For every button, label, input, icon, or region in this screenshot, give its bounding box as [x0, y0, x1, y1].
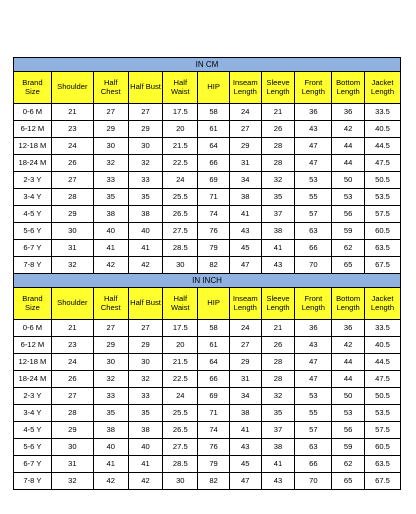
- measurement-cell: 70: [295, 257, 332, 274]
- measurement-cell: 42: [93, 473, 128, 490]
- measurement-cell: 62: [332, 456, 365, 473]
- measurement-cell: 21: [261, 104, 295, 121]
- measurement-cell: 21: [261, 320, 295, 337]
- measurement-cell: 27: [128, 104, 163, 121]
- column-header-half-waist: Half Waist: [163, 288, 198, 320]
- measurement-cell: 22.5: [163, 155, 198, 172]
- measurement-cell: 27: [93, 320, 128, 337]
- measurement-cell: 66: [295, 456, 332, 473]
- measurement-cell: 50: [332, 388, 365, 405]
- measurement-cell: 69: [198, 172, 230, 189]
- measurement-cell: 43: [261, 257, 295, 274]
- measurement-cell: 24: [163, 172, 198, 189]
- measurement-cell: 33: [93, 388, 128, 405]
- measurement-cell: 27.5: [163, 439, 198, 456]
- measurement-cell: 24: [163, 388, 198, 405]
- measurement-cell: 33: [128, 172, 163, 189]
- measurement-cell: 23: [51, 121, 93, 138]
- measurement-cell: 38: [229, 405, 261, 422]
- measurement-cell: 53: [332, 189, 365, 206]
- measurement-cell: 63: [295, 439, 332, 456]
- measurement-cell: 30: [128, 138, 163, 155]
- measurement-cell: 24: [229, 320, 261, 337]
- column-header-half-bust: Half Bust: [128, 288, 163, 320]
- measurement-cell: 47: [295, 138, 332, 155]
- measurement-cell: 28: [51, 189, 93, 206]
- measurement-cell: 57.5: [365, 206, 401, 223]
- size-label-cell: 6-12 M: [14, 337, 52, 354]
- measurement-cell: 53: [332, 405, 365, 422]
- measurement-cell: 57: [295, 206, 332, 223]
- measurement-cell: 55: [295, 189, 332, 206]
- measurement-cell: 38: [128, 422, 163, 439]
- table-row: [14, 371, 401, 388]
- measurement-cell: 30: [163, 257, 198, 274]
- column-header-half-chest: Half Chest: [93, 288, 128, 320]
- measurement-cell: 76: [198, 439, 230, 456]
- size-label-cell: 2-3 Y: [14, 172, 52, 189]
- measurement-cell: 42: [93, 257, 128, 274]
- measurement-cell: 21.5: [163, 138, 198, 155]
- measurement-cell: 25.5: [163, 405, 198, 422]
- measurement-cell: 41: [229, 206, 261, 223]
- measurement-cell: 20: [163, 337, 198, 354]
- measurement-cell: 64: [198, 138, 230, 155]
- measurement-cell: 47: [295, 155, 332, 172]
- measurement-cell: 31: [51, 240, 93, 257]
- measurement-cell: 82: [198, 473, 230, 490]
- measurement-cell: 29: [128, 337, 163, 354]
- measurement-cell: 38: [93, 206, 128, 223]
- measurement-cell: 28.5: [163, 456, 198, 473]
- measurement-cell: 29: [51, 422, 93, 439]
- table-row: [14, 422, 401, 439]
- table-row: [14, 405, 401, 422]
- measurement-cell: 33.5: [365, 320, 401, 337]
- table-row: [14, 456, 401, 473]
- measurement-cell: 26: [261, 337, 295, 354]
- measurement-cell: 44: [332, 155, 365, 172]
- column-header-brand-size: Brand Size: [14, 72, 52, 104]
- table-row: [14, 439, 401, 456]
- measurement-cell: 55: [295, 405, 332, 422]
- measurement-cell: 67.5: [365, 473, 401, 490]
- measurement-cell: 53.5: [365, 405, 401, 422]
- table-row: [14, 337, 401, 354]
- measurement-cell: 27: [229, 121, 261, 138]
- measurement-cell: 36: [332, 320, 365, 337]
- measurement-cell: 29: [93, 337, 128, 354]
- measurement-cell: 33: [128, 388, 163, 405]
- measurement-cell: 47.5: [365, 371, 401, 388]
- size-label-cell: 5-6 Y: [14, 223, 52, 240]
- measurement-cell: 63.5: [365, 240, 401, 257]
- measurement-cell: 26: [51, 371, 93, 388]
- section-banner-cm: [14, 58, 401, 72]
- size-label-cell: 0-6 M: [14, 320, 52, 337]
- measurement-cell: 35: [261, 405, 295, 422]
- measurement-cell: 32: [93, 371, 128, 388]
- measurement-cell: 35: [261, 189, 295, 206]
- measurement-cell: 21: [51, 320, 93, 337]
- measurement-cell: 50.5: [365, 172, 401, 189]
- measurement-cell: 32: [128, 371, 163, 388]
- measurement-cell: 31: [229, 155, 261, 172]
- measurement-cell: 30: [51, 439, 93, 456]
- measurement-cell: 30: [51, 223, 93, 240]
- measurement-cell: 53: [295, 172, 332, 189]
- measurement-cell: 29: [93, 121, 128, 138]
- measurement-cell: 43: [229, 223, 261, 240]
- measurement-cell: 21.5: [163, 354, 198, 371]
- measurement-cell: 43: [261, 473, 295, 490]
- measurement-cell: 58: [198, 104, 230, 121]
- measurement-cell: 65: [332, 257, 365, 274]
- measurement-cell: 29: [128, 121, 163, 138]
- column-header-front-length: Front Length: [295, 72, 332, 104]
- measurement-cell: 28.5: [163, 240, 198, 257]
- measurement-cell: 28: [261, 354, 295, 371]
- measurement-cell: 45: [229, 456, 261, 473]
- measurement-cell: 32: [51, 473, 93, 490]
- measurement-cell: 63.5: [365, 456, 401, 473]
- table-row: [14, 257, 401, 274]
- column-header-sleeve-length: Sleeve Length: [261, 72, 295, 104]
- measurement-cell: 66: [295, 240, 332, 257]
- measurement-cell: 27: [51, 172, 93, 189]
- measurement-cell: 29: [51, 206, 93, 223]
- measurement-cell: 40: [93, 223, 128, 240]
- measurement-cell: 38: [93, 422, 128, 439]
- column-header-jacket-length: Jacket Length: [365, 72, 401, 104]
- size-label-cell: 18-24 M: [14, 371, 52, 388]
- measurement-cell: 28: [51, 405, 93, 422]
- measurement-cell: 50.5: [365, 388, 401, 405]
- measurement-cell: 43: [295, 337, 332, 354]
- measurement-cell: 71: [198, 405, 230, 422]
- size-label-cell: 7-8 Y: [14, 473, 52, 490]
- table-row: [14, 172, 401, 189]
- measurement-cell: 61: [198, 121, 230, 138]
- size-chart-body: [14, 58, 401, 490]
- measurement-cell: 69: [198, 388, 230, 405]
- measurement-cell: 32: [51, 257, 93, 274]
- measurement-cell: 38: [261, 223, 295, 240]
- measurement-cell: 53: [295, 388, 332, 405]
- measurement-cell: 30: [163, 473, 198, 490]
- measurement-cell: 40: [128, 223, 163, 240]
- measurement-cell: 74: [198, 422, 230, 439]
- measurement-cell: 30: [93, 138, 128, 155]
- measurement-cell: 41: [93, 240, 128, 257]
- size-label-cell: 12-18 M: [14, 138, 52, 155]
- measurement-cell: 67.5: [365, 257, 401, 274]
- size-label-cell: 5-6 Y: [14, 439, 52, 456]
- measurement-cell: 41: [93, 456, 128, 473]
- column-header-shoulder: Shoulder: [51, 72, 93, 104]
- measurement-cell: 35: [93, 189, 128, 206]
- table-row: [14, 189, 401, 206]
- column-header-inseam-length: Inseam Length: [229, 72, 261, 104]
- measurement-cell: 33.5: [365, 104, 401, 121]
- table-row: [14, 138, 401, 155]
- measurement-cell: 26: [261, 121, 295, 138]
- measurement-cell: 24: [51, 138, 93, 155]
- measurement-cell: 60.5: [365, 223, 401, 240]
- measurement-cell: 31: [229, 371, 261, 388]
- measurement-cell: 35: [128, 189, 163, 206]
- measurement-cell: 38: [229, 189, 261, 206]
- table-row: [14, 354, 401, 371]
- measurement-cell: 47: [229, 257, 261, 274]
- measurement-cell: 66: [198, 155, 230, 172]
- measurement-cell: 20: [163, 121, 198, 138]
- measurement-cell: 65: [332, 473, 365, 490]
- section-banner-inch: [14, 274, 401, 288]
- measurement-cell: 76: [198, 223, 230, 240]
- measurement-cell: 40: [128, 439, 163, 456]
- measurement-cell: 34: [229, 172, 261, 189]
- size-label-cell: 18-24 M: [14, 155, 52, 172]
- measurement-cell: 30: [128, 354, 163, 371]
- measurement-cell: 24: [51, 354, 93, 371]
- measurement-cell: 59: [332, 439, 365, 456]
- measurement-cell: 28: [261, 371, 295, 388]
- table-row: [14, 206, 401, 223]
- measurement-cell: 47: [295, 354, 332, 371]
- measurement-cell: 79: [198, 240, 230, 257]
- size-label-cell: 3-4 Y: [14, 405, 52, 422]
- measurement-cell: 44.5: [365, 354, 401, 371]
- column-header-half-chest: Half Chest: [93, 72, 128, 104]
- measurement-cell: 28: [261, 155, 295, 172]
- measurement-cell: 37: [261, 206, 295, 223]
- measurement-cell: 28: [261, 138, 295, 155]
- column-header-front-length: Front Length: [295, 288, 332, 320]
- measurement-cell: 22.5: [163, 371, 198, 388]
- measurement-cell: 43: [295, 121, 332, 138]
- size-chart-table: [13, 57, 401, 490]
- measurement-cell: 66: [198, 371, 230, 388]
- measurement-cell: 63: [295, 223, 332, 240]
- measurement-cell: 71: [198, 189, 230, 206]
- table-row: [14, 121, 401, 138]
- table-row: [14, 155, 401, 172]
- measurement-cell: 41: [229, 422, 261, 439]
- measurement-cell: 33: [93, 172, 128, 189]
- measurement-cell: 41: [128, 240, 163, 257]
- measurement-cell: 23: [51, 337, 93, 354]
- measurement-cell: 32: [261, 388, 295, 405]
- measurement-cell: 32: [261, 172, 295, 189]
- measurement-cell: 44: [332, 354, 365, 371]
- measurement-cell: 41: [261, 240, 295, 257]
- measurement-cell: 44: [332, 371, 365, 388]
- measurement-cell: 50: [332, 172, 365, 189]
- measurement-cell: 61: [198, 337, 230, 354]
- measurement-cell: 29: [229, 354, 261, 371]
- measurement-cell: 21: [51, 104, 93, 121]
- measurement-cell: 40: [93, 439, 128, 456]
- measurement-cell: 79: [198, 456, 230, 473]
- section-title-cm: IN CM: [14, 58, 401, 72]
- measurement-cell: 27: [229, 337, 261, 354]
- table-row: [14, 240, 401, 257]
- measurement-cell: 53.5: [365, 189, 401, 206]
- measurement-cell: 38: [128, 206, 163, 223]
- measurement-cell: 42: [332, 337, 365, 354]
- measurement-cell: 40.5: [365, 337, 401, 354]
- measurement-cell: 27: [128, 320, 163, 337]
- measurement-cell: 25.5: [163, 189, 198, 206]
- column-header-inseam-length: Inseam Length: [229, 288, 261, 320]
- column-header-bottom-length: Bottom Length: [332, 288, 365, 320]
- measurement-cell: 44: [332, 138, 365, 155]
- table-row: [14, 104, 401, 121]
- table-row: [14, 473, 401, 490]
- column-header-shoulder: Shoulder: [51, 288, 93, 320]
- measurement-cell: 29: [229, 138, 261, 155]
- measurement-cell: 32: [93, 155, 128, 172]
- measurement-cell: 24: [229, 104, 261, 121]
- measurement-cell: 32: [128, 155, 163, 172]
- table-row: [14, 320, 401, 337]
- column-header-half-waist: Half Waist: [163, 72, 198, 104]
- measurement-cell: 36: [332, 104, 365, 121]
- measurement-cell: 57: [295, 422, 332, 439]
- measurement-cell: 40.5: [365, 121, 401, 138]
- measurement-cell: 31: [51, 456, 93, 473]
- measurement-cell: 58: [198, 320, 230, 337]
- measurement-cell: 42: [128, 257, 163, 274]
- measurement-cell: 45: [229, 240, 261, 257]
- measurement-cell: 36: [295, 320, 332, 337]
- measurement-cell: 34: [229, 388, 261, 405]
- measurement-cell: 60.5: [365, 439, 401, 456]
- measurement-cell: 27: [51, 388, 93, 405]
- column-header-sleeve-length: Sleeve Length: [261, 288, 295, 320]
- table-row: [14, 223, 401, 240]
- size-label-cell: 4-5 Y: [14, 206, 52, 223]
- measurement-cell: 41: [128, 456, 163, 473]
- measurement-cell: 42: [332, 121, 365, 138]
- measurement-cell: 44.5: [365, 138, 401, 155]
- column-header-hip: HIP: [198, 72, 230, 104]
- column-header-bottom-length: Bottom Length: [332, 72, 365, 104]
- measurement-cell: 64: [198, 354, 230, 371]
- measurement-cell: 26.5: [163, 206, 198, 223]
- measurement-cell: 26.5: [163, 422, 198, 439]
- size-label-cell: 7-8 Y: [14, 257, 52, 274]
- size-label-cell: 12-18 M: [14, 354, 52, 371]
- measurement-cell: 43: [229, 439, 261, 456]
- header-row-inch: [14, 288, 401, 320]
- measurement-cell: 26: [51, 155, 93, 172]
- measurement-cell: 47: [295, 371, 332, 388]
- column-header-brand-size: Brand Size: [14, 288, 52, 320]
- column-header-hip: HIP: [198, 288, 230, 320]
- measurement-cell: 17.5: [163, 320, 198, 337]
- measurement-cell: 56: [332, 206, 365, 223]
- size-label-cell: 4-5 Y: [14, 422, 52, 439]
- measurement-cell: 70: [295, 473, 332, 490]
- measurement-cell: 74: [198, 206, 230, 223]
- measurement-cell: 59: [332, 223, 365, 240]
- measurement-cell: 38: [261, 439, 295, 456]
- size-label-cell: 6-12 M: [14, 121, 52, 138]
- section-title-inch: IN INCH: [14, 274, 401, 288]
- measurement-cell: 57.5: [365, 422, 401, 439]
- measurement-cell: 30: [93, 354, 128, 371]
- measurement-cell: 37: [261, 422, 295, 439]
- column-header-half-bust: Half Bust: [128, 72, 163, 104]
- measurement-cell: 27.5: [163, 223, 198, 240]
- measurement-cell: 35: [93, 405, 128, 422]
- size-label-cell: 2-3 Y: [14, 388, 52, 405]
- measurement-cell: 17.5: [163, 104, 198, 121]
- size-label-cell: 0-6 M: [14, 104, 52, 121]
- measurement-cell: 27: [93, 104, 128, 121]
- size-label-cell: 3-4 Y: [14, 189, 52, 206]
- measurement-cell: 62: [332, 240, 365, 257]
- measurement-cell: 35: [128, 405, 163, 422]
- measurement-cell: 41: [261, 456, 295, 473]
- table-row: [14, 388, 401, 405]
- measurement-cell: 82: [198, 257, 230, 274]
- measurement-cell: 42: [128, 473, 163, 490]
- measurement-cell: 47: [229, 473, 261, 490]
- measurement-cell: 56: [332, 422, 365, 439]
- column-header-jacket-length: Jacket Length: [365, 288, 401, 320]
- measurement-cell: 47.5: [365, 155, 401, 172]
- size-label-cell: 6-7 Y: [14, 456, 52, 473]
- measurement-cell: 36: [295, 104, 332, 121]
- header-row-cm: [14, 72, 401, 104]
- size-label-cell: 6-7 Y: [14, 240, 52, 257]
